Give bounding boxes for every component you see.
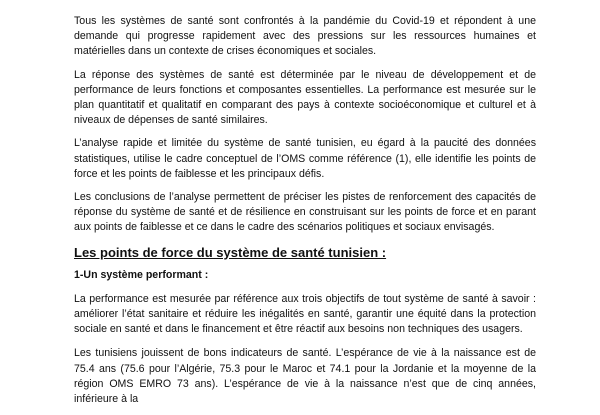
- section-heading: Les points de force du système de santé tunisien :: [74, 244, 387, 260]
- paragraph-three-objectives: La performance est mesurée par référence aux trois objectifs de tout système de santé à savoir : améliorer l’état sanitaire et réduire les inégalités en santé, garantir une équité dans la protection sociale en santé et dans le financement et être réactif aux besoins non techniques des usagers.: [74, 292, 536, 336]
- subsection-heading: 1-Un système performant :: [74, 268, 209, 281]
- paragraph-health-indicators: Les tunisiens jouissent de bons indicateurs de santé. L’espérance de vie à la naissance est de 75.4 ans (75.6 pour l’Algérie, 75.3 pour le Maroc et 74.1 pour la Jordanie et la moyenne de la région OMS EMRO 73 ans). L’espérance de vie à la naissance n’est que de cinq années, inférieure à la: [74, 347, 536, 406]
- paragraph-conclusions: Les conclusions de l’analyse permettent de préciser les pistes de renforcement des capacités de réponse du système de santé et de résilience en construisant sur les points de force et en parant aux points de faiblesse et ce dans le cadre des scénarios politiques et sociaux envisagés.: [74, 191, 536, 234]
- paragraph-performance-measure: La réponse des systèmes de santé est déterminée par le niveau de développement et de performance de leurs fonctions et composantes essentielles. La performance est mesurée sur le plan quantitatif et qualitatif en comparant des pays à contexte socioéconomique et culturel et à niveaux de dépenses de santé similaires.: [74, 68, 536, 127]
- paragraph-rapid-analysis: L’analyse rapide et limitée du système de santé tunisien, eu égard à la paucité des données statistiques, utilise le cadre conceptuel de l’OMS comme référence (1), elle identifie les points de force et les points de faiblesse et les principaux défis.: [74, 137, 536, 180]
- document-page: [74, 14, 536, 415]
- paragraph-covid-pressure: Tous les systèmes de santé sont confrontés à la pandémie du Covid-19 et répondent à une demande qui progresse rapidement avec des pressions sur les ressources humaines et matérielles dans un contexte de crises économiques et sociales.: [74, 15, 536, 58]
